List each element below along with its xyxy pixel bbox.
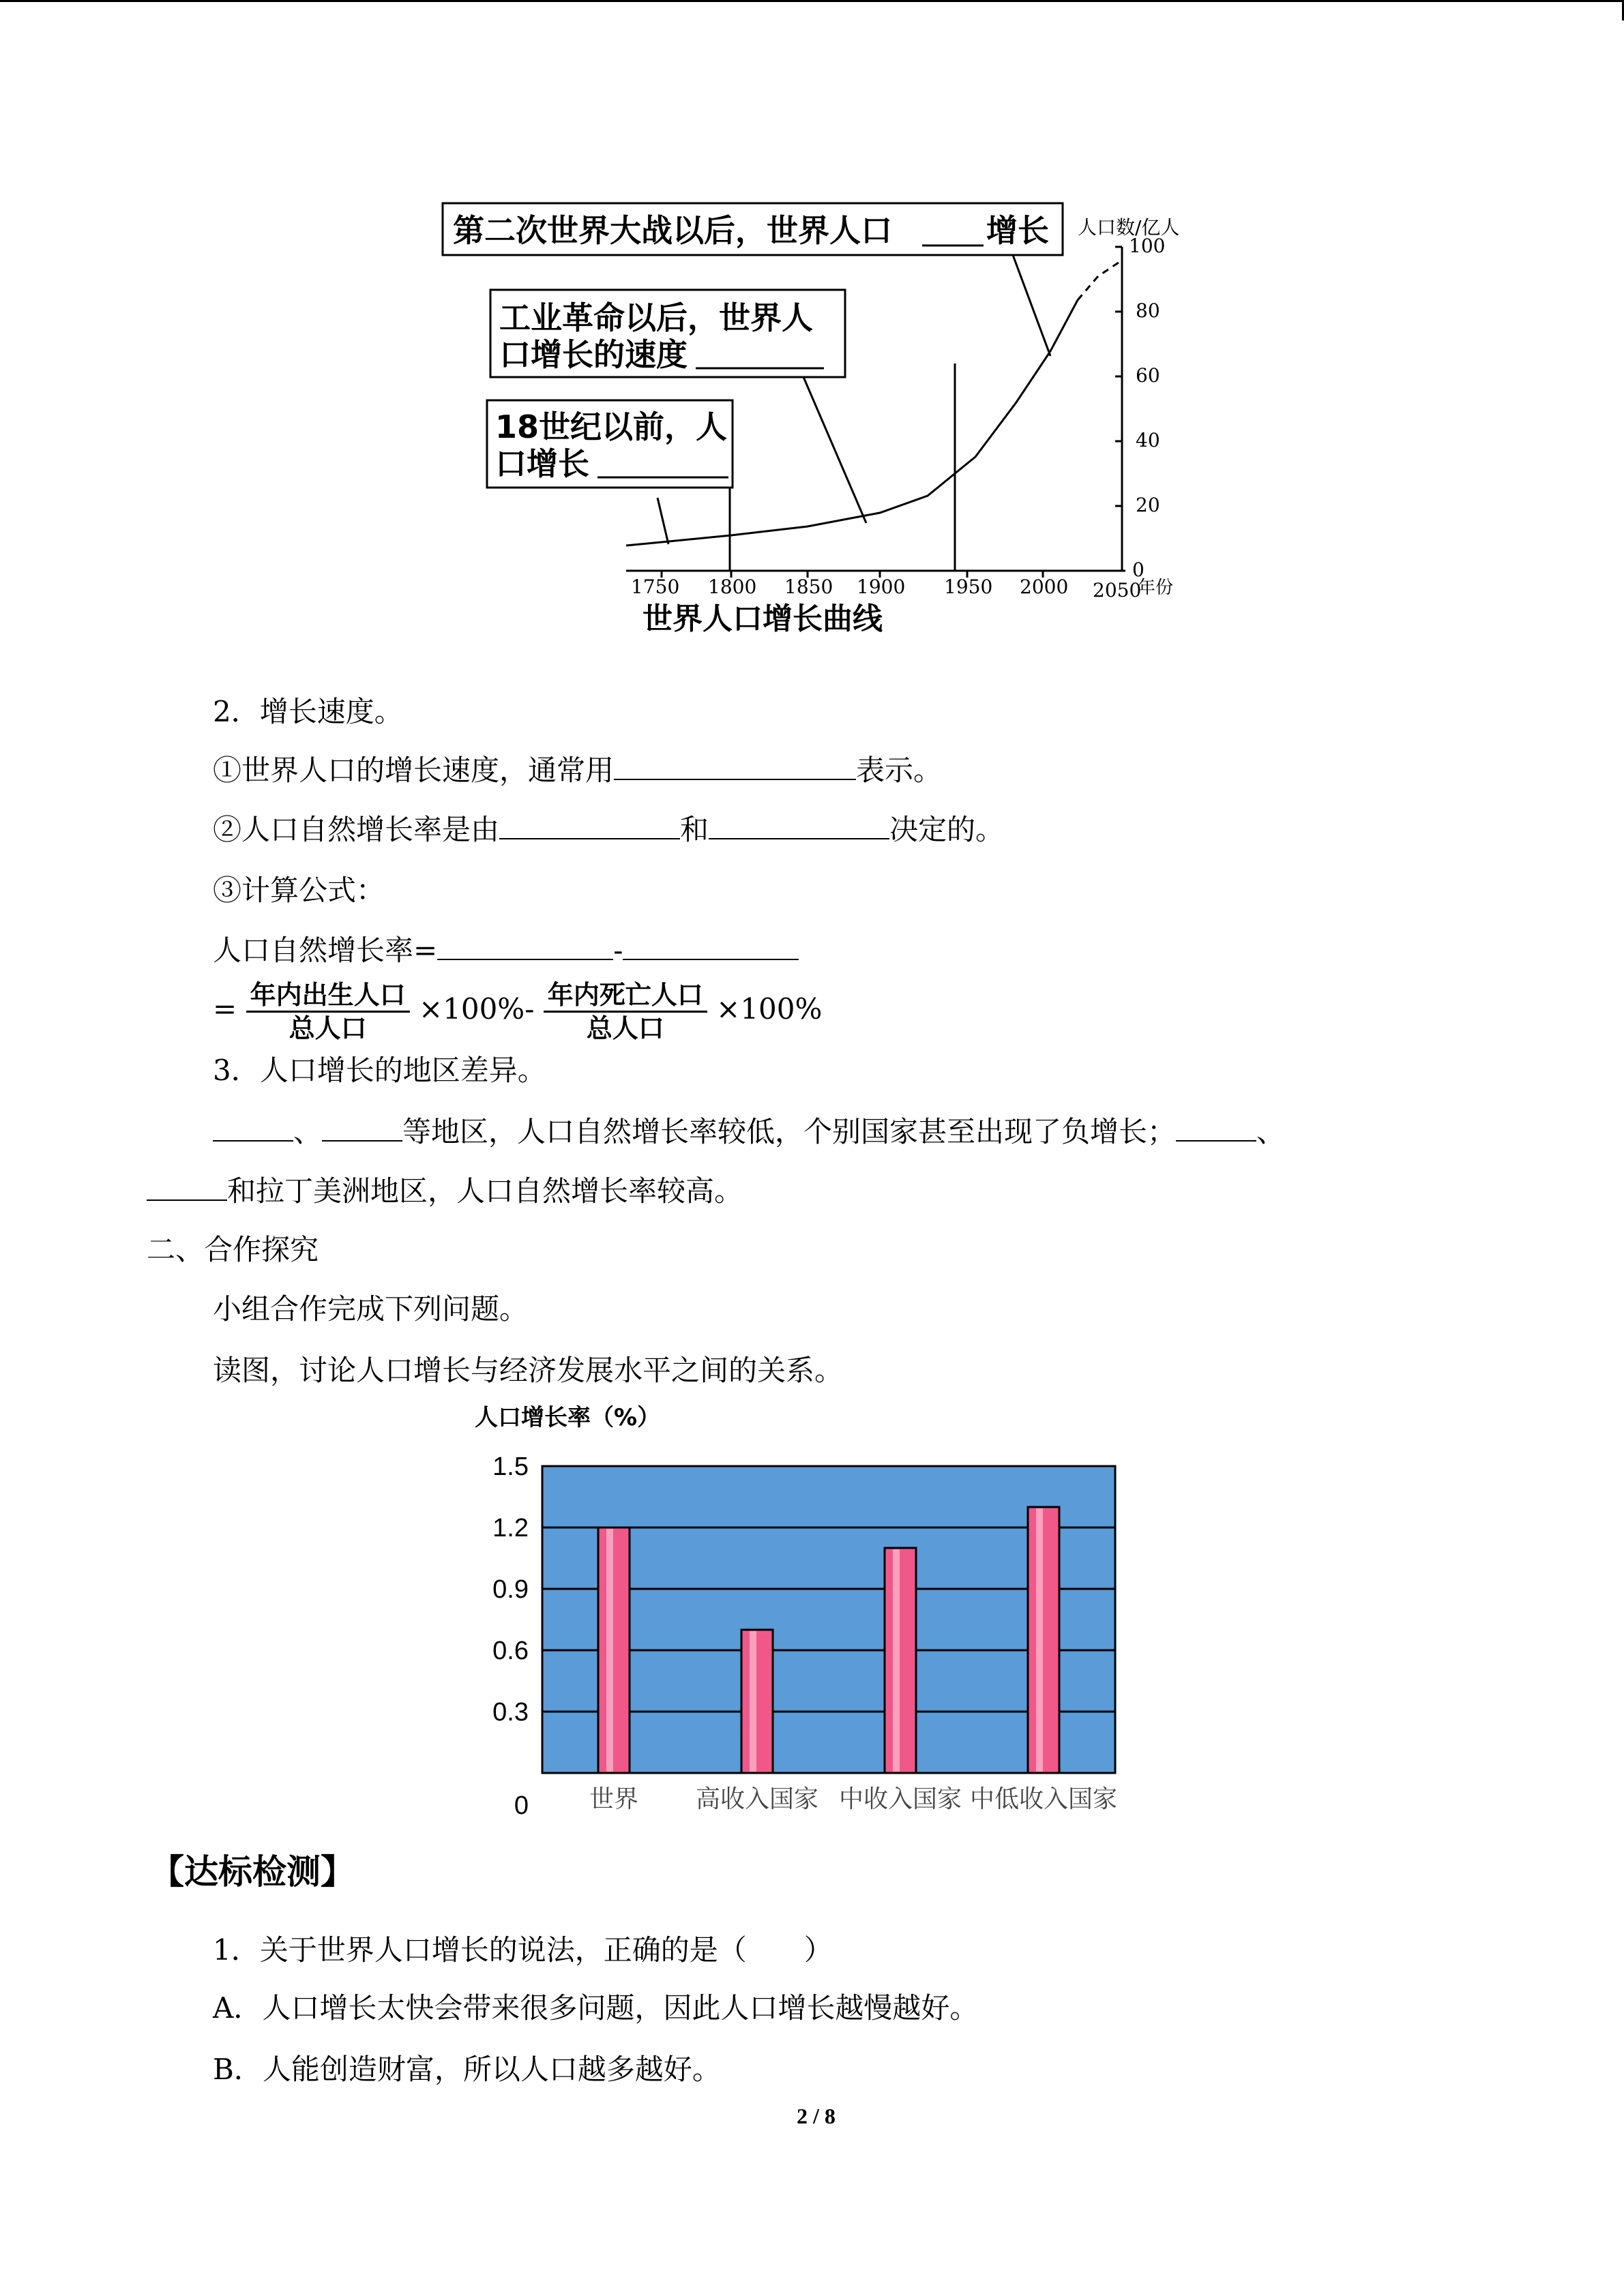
answer-blank[interactable] [1176, 1113, 1256, 1142]
figure-caption: 世界人口增长曲线 [643, 601, 883, 636]
y-tick-label: 0.9 [492, 1575, 529, 1604]
part-2-line-1: 小组合作完成下列问题。 [213, 1292, 529, 1326]
question-1: 1．关于世界人口增长的说法，正确的是（ ） [213, 1933, 833, 1967]
leader-line-top [1013, 255, 1050, 356]
bar [885, 1548, 916, 1773]
y-tick-label: 0 [514, 1791, 529, 1820]
x-tick-label: 2000 [1020, 576, 1069, 598]
answer-blank[interactable] [437, 931, 613, 960]
answer-blank[interactable] [322, 1113, 402, 1142]
y-tick-labels [492, 1452, 529, 1820]
x-tick-labels [589, 1785, 1117, 1813]
projected-curve [1078, 263, 1119, 300]
answer-blank[interactable] [147, 1172, 227, 1201]
test-section-heading: 【达标检测】 [150, 1852, 355, 1892]
x-tick-label: 1850 [784, 576, 833, 598]
formula-line-2: = $\frac{\text{年内出生人口}}{\text{总人口}}$ ×100%- $\frac{\text{年内死亡人口}}{\text{总人口}}$ ×100% [213, 979, 823, 1043]
option-a[interactable]: A．人口增长太快会带来很多问题，因此人口增长越慢越好。 [213, 1991, 979, 2025]
y-tick-label: 0 [1132, 558, 1145, 581]
y-tick-label: 0.3 [492, 1698, 529, 1727]
y-tick-label: 80 [1136, 299, 1160, 322]
answer-blank[interactable] [709, 811, 889, 839]
callout-top-tail: 增长 [986, 212, 1049, 249]
y-tick-label: 1.2 [492, 1514, 529, 1542]
callout-middle-line1: 工业革命以后，世界人 [499, 299, 813, 336]
bar [1028, 1507, 1059, 1773]
x-tick-label: 高收入国家 [695, 1785, 819, 1813]
x-tick-label: 2050 [1093, 579, 1142, 601]
y-axis-label: 人口数/亿人 [1078, 216, 1180, 239]
population-curve-svg [437, 198, 1200, 648]
page-number: 2 / 8 [797, 2104, 836, 2128]
item-2: ②人口自然增长率是由 和 决定的。 [213, 809, 1004, 850]
y-tick-label: 0.6 [492, 1637, 529, 1665]
part-2-line-2: 读图，讨论人口增长与经济发展水平之间的关系。 [213, 1354, 844, 1387]
x-tick-label: 1900 [857, 576, 906, 598]
leader-line-middle [803, 377, 866, 523]
x-tick-label: 世界 [589, 1785, 639, 1813]
x-tick-label: 1800 [708, 576, 757, 598]
answer-blank[interactable] [614, 751, 856, 780]
item-3: ③计算公式： [213, 874, 385, 907]
leader-line-low [658, 498, 668, 544]
growth-rate-chart-svg [464, 1398, 1173, 1820]
population-curve-figure [437, 198, 1200, 648]
formula-line-1: 人口自然增长率= - [213, 930, 799, 971]
x-tick-label: 1750 [631, 576, 680, 598]
y-tick-label: 20 [1136, 494, 1160, 516]
growth-rate-chart [464, 1398, 1173, 1820]
callout-low-line1: 18世纪以前，人 [495, 408, 728, 445]
regional-line-1: 、 等地区，人口自然增长率较低，个别国家甚至出现了负增长； 、 [213, 1112, 1285, 1152]
y-axis-label: 人口增长率（%） [475, 1404, 661, 1431]
callout-low-line2: 口增长 [495, 445, 589, 482]
item-1: ①世界人口的增长速度，通常用 表示。 [213, 750, 942, 791]
callout-middle-line2: 口增长的速度 [499, 336, 688, 373]
regional-line-2: 和拉丁美洲地区，人口自然增长率较高。 [147, 1171, 743, 1212]
y-tick-label: 60 [1136, 364, 1160, 387]
bar [741, 1630, 773, 1773]
option-b[interactable]: B．人能创造财富，所以人口越多越好。 [213, 2053, 721, 2086]
bar-highlight [1036, 1508, 1043, 1772]
callout-top-text: 第二次世界大战以后，世界人口 [453, 212, 892, 249]
y-tick-label: 40 [1136, 429, 1160, 451]
bar [598, 1527, 630, 1773]
bar-highlight [750, 1631, 756, 1772]
x-tick-label: 中低收入国家 [969, 1785, 1118, 1813]
answer-blank[interactable] [499, 811, 680, 839]
bar-highlight [893, 1549, 900, 1772]
x-axis-unit: 年份 [1138, 578, 1174, 598]
bar-highlight [606, 1529, 613, 1772]
answer-blank[interactable] [623, 931, 799, 960]
death-rate-fraction: $\frac{\text{年内死亡人口}}{\text{总人口}}$ [544, 979, 707, 1044]
section-3-heading: 3．人口增长的地区差异。 [213, 1054, 546, 1087]
top-border [0, 0, 1624, 2]
answer-blank[interactable] [213, 1113, 293, 1142]
part-2-heading: 二、合作探究 [147, 1233, 319, 1266]
birth-rate-fraction: $\frac{\text{年内出生人口}}{\text{总人口}}$ [246, 979, 410, 1044]
x-tick-label: 1950 [944, 576, 993, 598]
y-tick-label: 100 [1129, 235, 1166, 257]
y-tick-label: 1.5 [492, 1452, 529, 1481]
x-tick-label: 中收入国家 [838, 1785, 962, 1813]
section-2-heading: 2．增长速度。 [213, 695, 403, 728]
